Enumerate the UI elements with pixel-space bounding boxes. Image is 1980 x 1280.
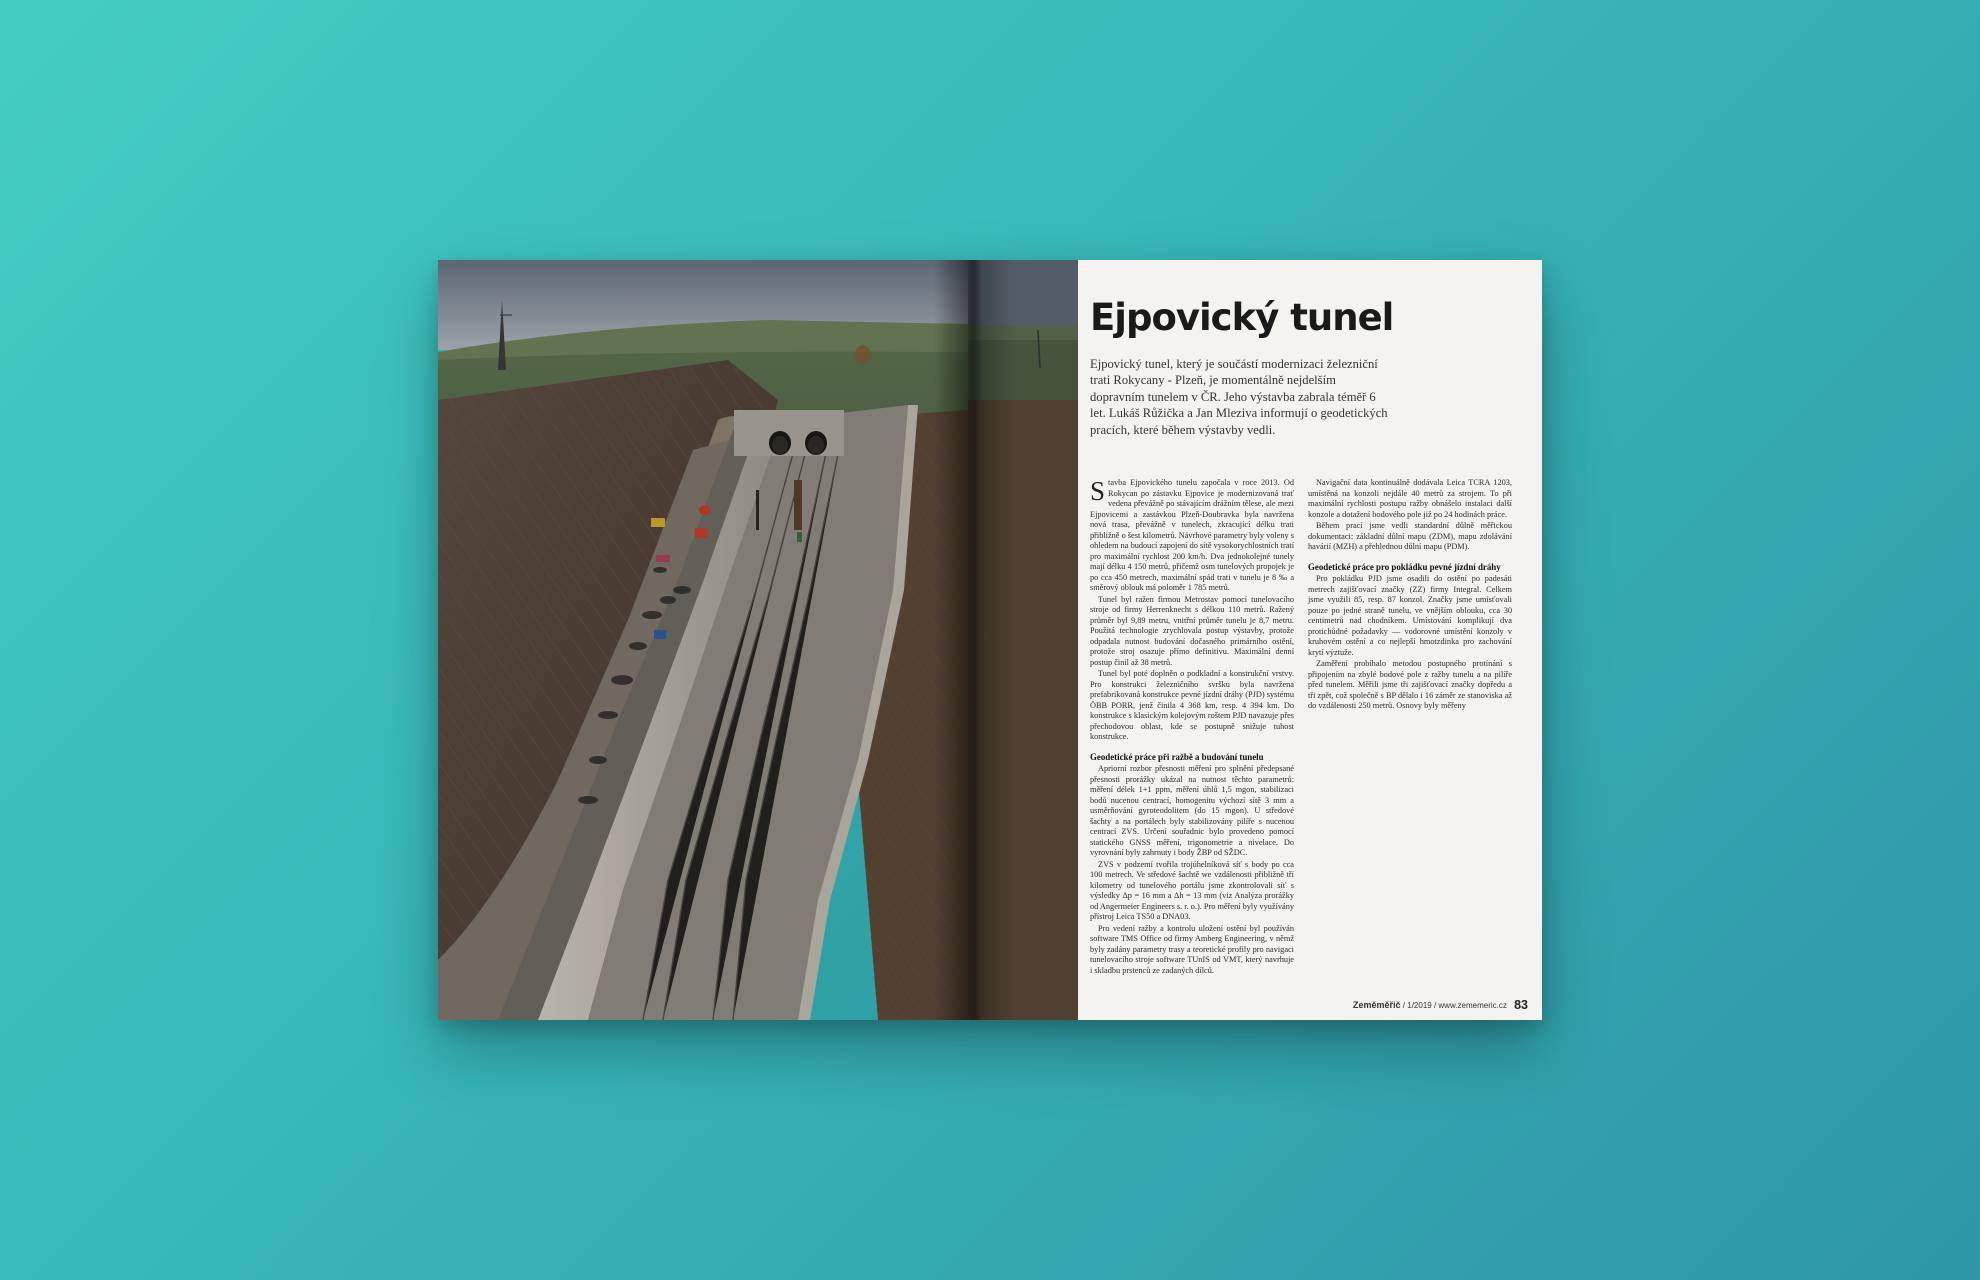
body-paragraph: Tunel byl ražen firmou Metrostav pomocí tunelovacího stroje od firmy Herrenknecht s délkou 110 metrů. Ražený průměr byl 9,89 metru, vnitřní průměr tunelu je 8,7 metru. Použitá technologie zrychlovala postup výstavby, protože odpadala nutnost budování dočasného primárního ostění, protože stroj osazuje přímo definitivu. Maximální denní postup činil až 38 metrů. <box>1090 594 1294 667</box>
body-paragraph: Zaměření probíhalo metodou postupného protínání s připojením na zbylé bodové pole z ražby tunelu a na pilíře před tunelem. Měřili jsme tři zajišťovací značky dopředu a tři zpět, což společně s BP dělalo i 16 záměr ze stanoviska až do vzdálenosti 250 metrů. Osnovy byly měřeny <box>1308 659 1512 710</box>
section-heading: Geodetické práce pro pokládku pevné jízdní dráhy <box>1308 561 1501 572</box>
magazine-spread <box>438 260 1542 1020</box>
right-page <box>968 260 1542 1020</box>
website: www.zememeric.cz <box>1438 1001 1507 1010</box>
article-title: Ejpovický tunel <box>1090 296 1394 339</box>
aerial-photo-continuation <box>968 260 1078 1020</box>
body-paragraph: ZVS v podzemí tvořila trojúhelníková síť s body po cca 100 metrech. Ve středové šachtě we vzdálenosti přibližně tří kilometry od tunelového portálu jsme zkontrolovali síť s výsledky Δp = 16 mm a Δh = 13 mm (viz Analýza prorážky od Angermeier Engineers s. r. o.). Pro měření byly využívány přístroj Leica TS50 a DNA03. <box>1090 859 1294 921</box>
page-number: 83 <box>1514 998 1528 1012</box>
body-paragraph: Apriorní rozbor přesnosti měření pro splnění předepsané přesnosti prorážky ukázal na nutnost těchto parametrů: měření délek 1+1 ppm, měření úhlů 1,5 mgon, stabilizaci bodů nucenou centrací, homogenitu výchozí sítě 3 mm a usměrňování gyroteodolitem (do 15 mgon). U středové šachty a na portálech byly stabilizovány pilíře s nucenou centrací ZVS. Určení souřadnic bylo provedeno pomocí statického GNSS měření, trigonometrie a nivelace. Do vyrovnání byly zahrnuty i body ŽBP od SŽDC. <box>1090 764 1294 857</box>
issue-number: 1/2019 <box>1407 1001 1432 1010</box>
aerial-photo-tunnel-portal <box>438 260 968 1020</box>
article-body <box>1090 478 1512 988</box>
article-lead: Ejpovický tunel, který je součástí modernizaci železniční trati Rokycany - Plzeň, je momentálně nejdelším dopravním tunelem v ČR. Jeho výstavba zabrala téměř 6 let. Lukáš Růžička a Jan Mleziva informují o geodetických pracích, které během výstavby vedli. <box>1090 357 1388 437</box>
body-paragraph: Pro vedení ražby a kontrolu uložení ostění byl používán software TMS Office od firmy Amberg Engineering, v němž byly zadány parametry trasy a teoretické profily pro navigaci tunelovacího stroje software TUnIS od VMT, který navrhuje i skladbu prstenců ze zadaných dílců. <box>1090 923 1294 975</box>
body-paragraph: Tunel byl poté doplněn o podkladní a konstrukční vrstvy. Pro konstrukci železničního svršku byla navržena prefabrikovaná konstrukce pevné jízdní dráhy (PJD) systému ÖBB PORR, jenž činila 4 368 km, resp. 4 394 km. Do konstrukce s klasickým kolejovým roštem PJD navazuje přes přechodovou oblast, kde se postupně snižuje tuhost konstrukce. <box>1090 669 1294 741</box>
body-paragraph: Během prací jsme vedli standardní důlně měřickou dokumentaci: základní důlní mapu (ZDM), mapu zdolávání havárií (MZH) a přehlednou důlní mapu (PDM). <box>1308 521 1512 551</box>
body-paragraph: Pro pokládku PJD jsme osadili do ostění po padesáti metrech zajišťovací značky (ZZ) firmy Integral. Celkem jsme využili 85, resp. 87 konzol. Značky jsme umísťovali pouze po jedné straně tunelu, ve vnějším oblouku, cca 30 centimetrů nad chodníkem. Umístování komplikují dva protichůdné požadavky — vodorovné umístění konzoly v kruhovém ostění a co nejlepší hmotzdinka pro zachování krytí výztuže. <box>1308 574 1512 657</box>
article-text-area <box>1078 260 1542 1020</box>
section-heading: Geodetické práce při ražbě a budování tunelu <box>1090 751 1264 762</box>
body-paragraph: Stavba Ejpovického tunelu započala v roce 2013. Od Rokycan po zástavku Ejpovice je modernizovaná trať vedena převážně po stávajícím drážním tělese, ale mezi Ejpovicemi a zastávkou Plzeň-Doubravka byla navržena nová trasa, převážně v tunelech, zkracující délku trati přibližně o šest kilometrů. Návrhové parametry byly voleny s ohledem na budoucí zapojení do sítě vysokorychlostních tratí pro maximální rychlost 200 km/h. Dva jednokolejné tunely mají délku 4 150 metrů, přičemž osm tunelových propojek je po cca 450 metrech, maximální spád trati v tunelu je 8 ‰ a směrový oblouk má poloměr 1 785 metrů. <box>1090 476 1294 592</box>
page-footer: Zeměměřič / 1/2019 / www.zememeric.cz 83 <box>1353 998 1528 1012</box>
magazine-name: Zeměměřič <box>1353 1000 1401 1010</box>
left-page-photo <box>438 260 968 1020</box>
body-paragraph: Navigační data kontinuálně dodávala Leica TCRA 1203, umístěná na konzoli nejdále 40 metrů za strojem. To při maximální rychlosti postupu ražby obnášelo instalaci další konzole a dotažení bodového pole již po 24 hodinách práce. <box>1308 478 1512 519</box>
